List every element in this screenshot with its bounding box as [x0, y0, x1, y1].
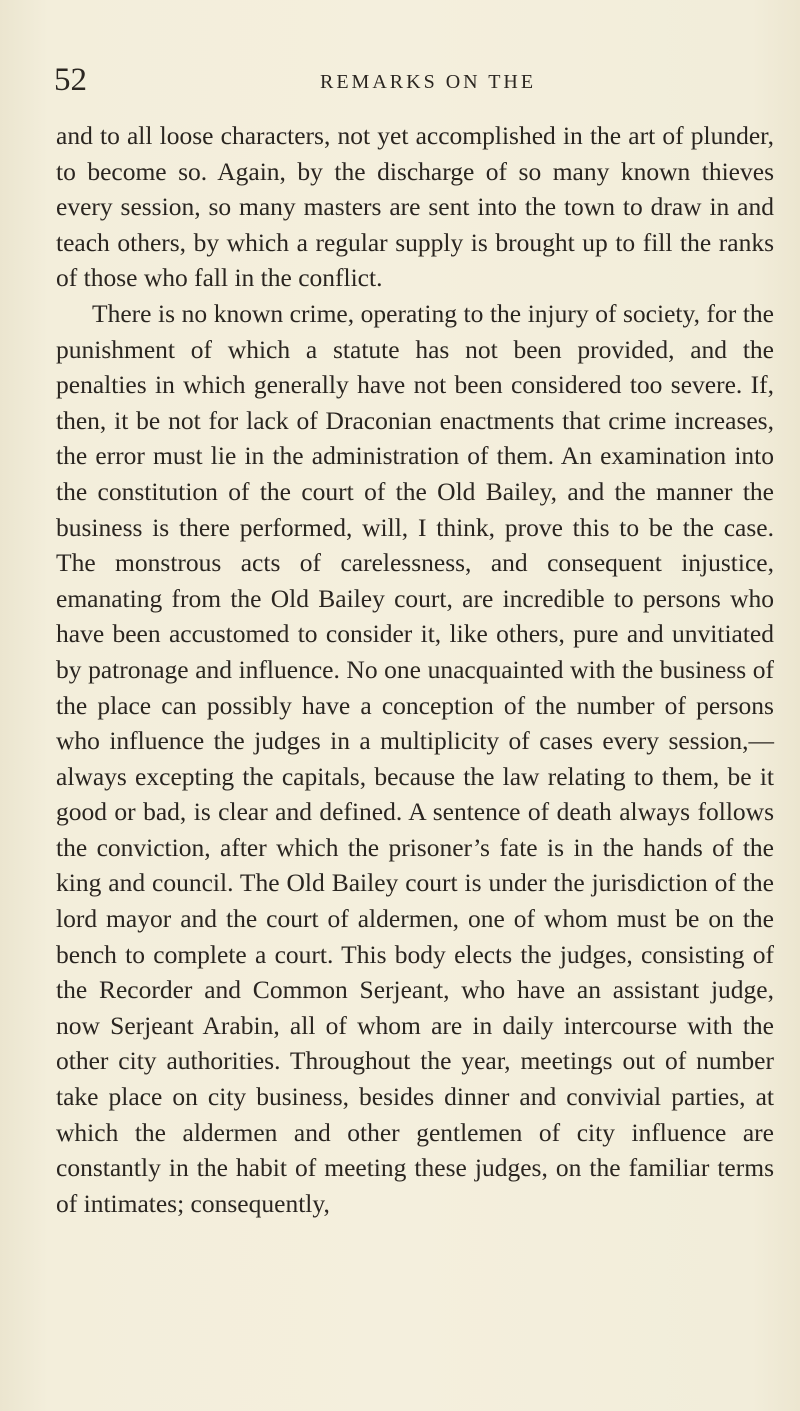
running-title: REMARKS ON THE	[320, 71, 537, 93]
page-number: 52	[54, 62, 87, 98]
paragraph: There is no known crime, operating to the injury of society, for the punishment of which a statute has not been provided, and the penalties in which generally have not been considered too severe. If, then, it be not for lack of Draconian enactments that crime increases, the error must lie in the administration of them. An examination into the constitution of the court of the Old Bailey, and the manner the business is there performed, will, I think, prove this to be the case. The monstrous acts of carelessness, and consequent injustice, emanating from the Old Bailey court, are incredible to persons who have been accustomed to consider it, like others, pure and unvitiated by patronage and influence. No one unacquainted with the business of the place can possibly have a conception of the number of persons who influence the judges in a multiplicity of cases every session,—always excepting the capitals, because the law relating to them, be it good or bad, is clear and defined. A sentence of death always follows the conviction, after which the prisoner’s fate is in the hands of the king and council. The Old Bailey court is under the jurisdiction of the lord mayor and the court of aldermen, one of whom must be on the bench to complete a court. This body elects the judges, consisting of the Recorder and Common Serjeant, who have an assistant judge, now Serjeant Arabin, all of whom are in daily intercourse with the other city authorities. Throughout the year, meetings out of number take place on city business, besides dinner and convivial parties, at which the aldermen and other gentlemen of city influence are constantly in the habit of meeting these judges, on the familiar terms of intimates; consequently,	[56, 298, 774, 1218]
running-head	[0, 62, 800, 102]
body-text	[56, 118, 774, 1221]
paragraph-continued: and to all loose characters, not yet accomplished in the art of plunder, to become so. Again, by the discharge of so many known thieves every session, so many masters are sent into the town to draw in and teach others, by which a regular supply is brought up to fill the ranks of those who fall in the conflict.	[56, 121, 774, 293]
